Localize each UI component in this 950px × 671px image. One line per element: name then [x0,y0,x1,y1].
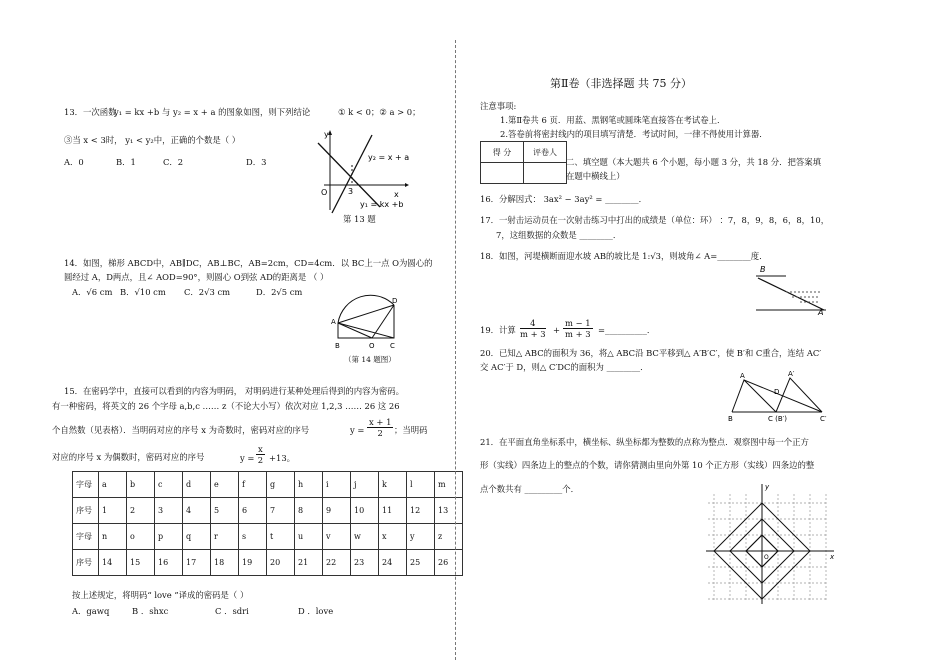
q13-conclusions: ① k < 0；② a > 0； [338,107,421,117]
table-cell: 12 [407,498,435,524]
table-cell: 24 [379,550,407,576]
tick-3-label: 3 [348,187,354,196]
q14-option-d: D．2√5 cm [256,287,303,297]
label-a-prime: A′ [788,370,795,378]
q15-line2: 有一种密码，将英文的 26 个字母 a,b,c …… z（不论大小写）依次对应 1,2,3 …… 26 这 26 [52,401,400,411]
triangle-abc [732,380,776,412]
q14-option-c: C．2√3 cm [184,287,231,297]
table-cell: 7 [267,498,295,524]
q20-figure [724,368,836,426]
q13-graph [310,125,420,220]
table-cell: w [351,524,379,550]
q15-fraction-odd [367,417,393,438]
origin-label: O [321,188,328,197]
label-a: A [818,308,824,317]
q15-line5: 按上述规定，将明码“ love ”译成的密码是（ ） [72,590,249,600]
q18: 18．如图，河堤横断面迎水坡 AB的坡比是 1:√3，则坡角∠ A=________度． [480,251,768,261]
frac1-lhs: y = [350,425,365,435]
q19-frac1-den: m + 3 [520,329,546,339]
notice-heading: 注意事项: [480,101,517,111]
q14-option-a: A．√6 cm [72,287,113,297]
frac1-denominator: 2 [377,428,383,438]
label-a: A [331,318,336,326]
row-header: 字母 [73,524,99,550]
slope-ab [758,278,824,310]
table-cell: b [127,472,155,498]
frac2-lhs: y = [240,453,255,463]
table-cell: 16 [155,550,183,576]
frac2-denominator: 2 [257,455,264,465]
q20-line2: 交 AC′于 D，则△ C′DC的面积为 ________． [480,362,649,372]
table-cell: p [155,524,183,550]
q14-line2: 圆经过 A，D两点，且∠ AOD=90°，则圆心 O到弦 AD的距离是 （ ） [64,272,329,282]
table-cell: i [323,472,351,498]
notice-2: 2.答卷前将密封线内的项目填写清楚．考试时间，一律不得使用计算器． [500,129,768,139]
q21-line2: 形（实线）四条边上的整点的个数，请你猜测由里向外第 10 个正方形（实线）四条边的整 [480,460,815,470]
table-cell: t [267,524,295,550]
x-axis-label: x [830,553,835,561]
score-box [480,141,567,184]
q15-fraction-even [256,444,265,465]
table-cell: 2 [127,498,155,524]
q14-line1: 14．如图，梯形 ABCD中，AB∥DC，AB⊥BC，AB=2cm，CD=4cm．以 BC上一点 O为圆心的 [64,258,433,268]
row-header: 序号 [73,550,99,576]
q19-frac1-num: 4 [520,318,546,329]
label-d: D [774,388,780,396]
table-cell: a [99,472,127,498]
q13-statement3: ③当 x < 3时， y₁ < y₂中，正确的个数是（ ） [64,135,241,145]
table-cell: 15 [127,550,155,576]
row-header: 字母 [73,472,99,498]
label-b: B [760,265,766,274]
fill-section-line1: 二、填空题（本大题共 6 个小题，每小题 3 分，共 18 分．把答案填 [566,157,822,167]
q13-option-b: B．1 [116,157,136,167]
label-o: O [369,342,375,350]
grader-cell[interactable] [524,163,567,184]
arc [338,295,394,323]
table-cell: 11 [379,498,407,524]
notice-1: 1.第Ⅱ卷共 6 页．用蓝、黑钢笔或圆珠笔直接答在考试卷上． [500,115,726,125]
q20-line1: 20．已知△ ABC的面积为 36，将△ ABC沿 BC平移到△ A′B′C′，使 B′和 C重合，连结 AC′ [480,348,822,358]
table-cell: n [99,524,127,550]
q19-fraction-2 [563,318,593,339]
label-c-prime: C′ [820,415,827,423]
table-cell: 8 [295,498,323,524]
table-cell: s [239,524,267,550]
table-cell: 26 [435,550,463,576]
table-cell: 9 [323,498,351,524]
q19-answer: =__________． [598,325,656,335]
label-c: C [390,342,395,350]
q13-option-c: C．2 [163,157,184,167]
table-cell: y [407,524,435,550]
x-label: x [394,190,399,199]
q15-line3-tail: ；当明码 [394,425,428,435]
page-divider [455,40,456,660]
table-cell: x [379,524,407,550]
segment-ac2 [744,380,822,412]
q15-line3: 个自然数（见表格）．当明码对应的序号 x 为奇数时，密码对应的序号 [52,425,310,435]
table-cell: f [239,472,267,498]
table-cell: 1 [99,498,127,524]
q15-line4: 对应的序号 x 为偶数时，密码对应的序号 [52,452,205,462]
label-c-b-prime: C (B′) [768,415,787,423]
trapezoid-sides [338,305,394,338]
table-cell: 6 [239,498,267,524]
table-cell: v [323,524,351,550]
row-header: 序号 [73,498,99,524]
table-cell: m [435,472,463,498]
table-row [73,550,463,576]
table-cell: 20 [267,550,295,576]
table-cell: j [351,472,379,498]
letter-code-table [72,471,463,576]
q15-option-a: A．gawq [72,606,110,616]
table-cell: 25 [407,550,435,576]
label-b: B [728,415,733,423]
origin-label: O [764,554,769,561]
table-cell: 3 [155,498,183,524]
grid-lines [708,494,828,602]
q19-prefix: 19．计算 [480,325,516,335]
q21-line1: 21．在平面直角坐标系中，横坐标、纵坐标都为整数的点称为整点．观察图中每一个正方 [480,437,809,447]
table-cell: 4 [183,498,211,524]
q15-option-c: C ．sdri [215,606,249,616]
q16: 16．分解因式： 3ax² − 3ay² = ________． [480,194,647,204]
grader-label: 评卷人 [524,142,567,163]
y1-label: y₁ = kx +b [360,200,404,209]
table-cell: k [379,472,407,498]
fill-section-line2: 在题中横线上） [566,171,625,181]
section-title: 第Ⅱ卷（非选择题 共 75 分） [550,77,692,90]
label-a: A [740,372,745,380]
table-row [73,524,463,550]
q21-line3: 点个数共有 _________个． [480,484,579,494]
q19-fraction-1 [520,318,546,339]
frac2-rest: +13。 [269,453,296,463]
table-cell: e [211,472,239,498]
table-cell: 21 [295,550,323,576]
q15-line1: 15．在密码学中，直接可以看到的内容为明码， 对明码进行某种处理后得到的内容为密码。 [64,386,404,396]
table-row [73,472,463,498]
table-cell: o [127,524,155,550]
q13-option-a: A．0 [64,157,84,167]
y2-label: y₂ = x + a [368,153,410,162]
table-cell: c [155,472,183,498]
table-cell: 14 [99,550,127,576]
frac2-numerator: x [258,444,263,454]
label-d: D [392,297,398,305]
q15-option-d: D ．love [298,606,334,616]
table-cell: 23 [351,550,379,576]
table-cell: 19 [239,550,267,576]
table-cell: 5 [211,498,239,524]
table-cell: d [183,472,211,498]
table-cell: 13 [435,498,463,524]
segment-ad [338,305,394,323]
y-axis-label: y [765,483,770,491]
table-cell: z [435,524,463,550]
x-axis-arrow [405,183,409,187]
q17-line1: 17．一射击运动员在一次射击练习中打出的成绩是（单位：环） ：7，8，9，8，6，8，10， [480,215,830,225]
score-cell[interactable] [481,163,524,184]
table-cell: 10 [351,498,379,524]
q18-figure [746,262,830,317]
q14-option-b: B．√10 cm [120,287,166,297]
table-cell: u [295,524,323,550]
q21-lattice-figure [700,480,840,606]
frac1-numerator: x + 1 [369,417,392,427]
q13-intro: 13．一次函数 [64,107,117,117]
table-cell: 18 [211,550,239,576]
q19-plus: + [553,325,561,335]
q14-figure [326,293,406,353]
triangle-a2b2c2 [776,378,822,412]
q17-line2: 7，这组数据的众数是 ________． [496,230,622,240]
table-cell: 17 [183,550,211,576]
label-b: B [335,342,340,350]
q14-caption: （第 14 题图） [344,355,396,364]
q19-frac2-den: m + 3 [565,329,591,339]
y-label: y [324,130,329,139]
table-cell: 22 [323,550,351,576]
q13-functions: y₁ = kx +b 与 y₂ = x + a 的图象如图，则下列结论 [114,107,311,117]
table-cell: g [267,472,295,498]
q13-option-d: D．3 [246,157,267,167]
table-cell: l [407,472,435,498]
table-row [73,498,463,524]
q15-option-b: B ．shxc [132,606,169,616]
table-cell: r [211,524,239,550]
q13-caption: 第 13 题 [343,214,376,224]
score-label: 得 分 [481,142,524,163]
table-cell: h [295,472,323,498]
table-cell: q [183,524,211,550]
q19-frac2-num: m − 1 [565,318,591,328]
